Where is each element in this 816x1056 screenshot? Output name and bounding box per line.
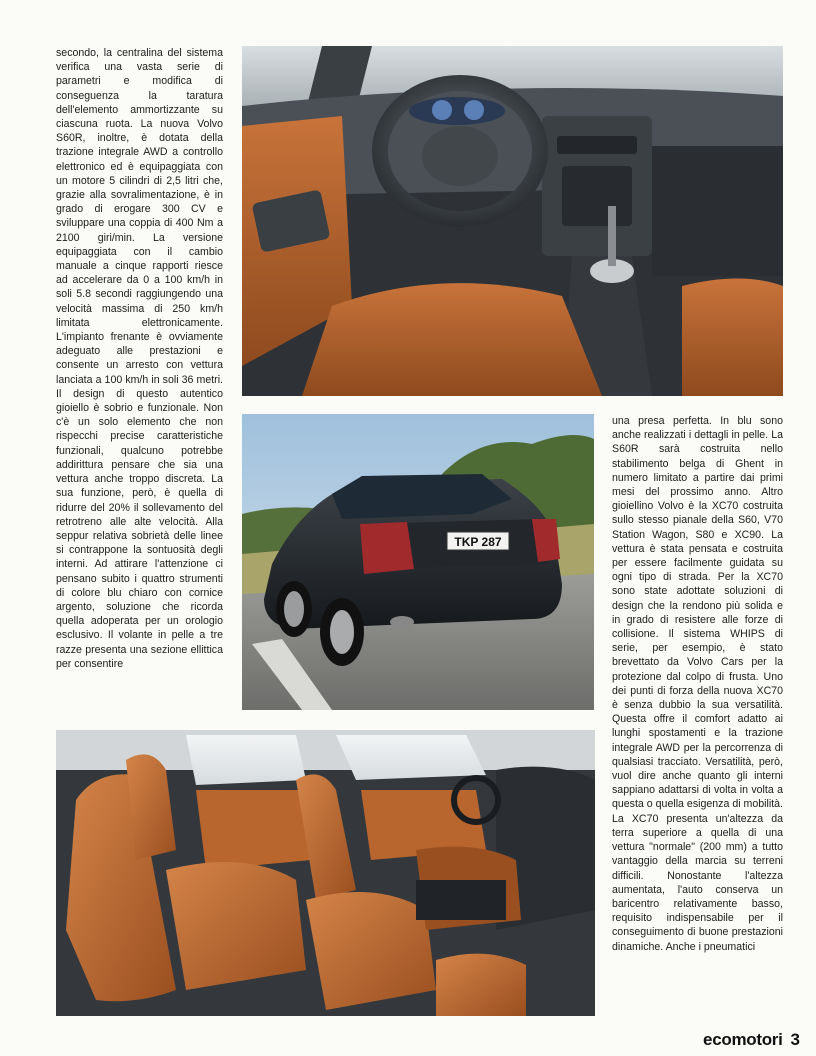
magazine-brand: ecomotori <box>703 1030 783 1049</box>
article-column-left <box>56 46 223 716</box>
license-plate-text: TKP 287 <box>454 535 502 549</box>
photo-car-rear <box>242 414 594 710</box>
photo-seats-interior <box>56 730 595 1016</box>
photo-dashboard-interior <box>242 46 783 396</box>
article-text-left: secondo, la centralina del sistema verifica una vasta serie di parametri e modifica di conseguenza la taratura dell'elemento ammortizzante su ciascuna ruota. La nuova Volvo S60R, inoltre, è dotata della trazione integrale AWD a controllo elettronico ed è equipaggiata con un motore 5 cilindri di 2,5 litri che, grazie alla sovralimentazione, è in grado di erogare 300 CV e sviluppare una coppia di 400 Nm a 2100 giri/min. La versione equipaggiata con il cambio manuale a cinque rapporti riesce ad accelerare da 0 a 100 km/h in soli 5.8 secondi raggiungendo una velocità massima di 250 km/h limitata elettronicamente. L'impianto frenante è ovviamente adeguato alle prestazioni e consente un arresto con vettura lanciata a 100 km/h in soli 36 metri. Il design di questo autentico gioiello è sobrio e funzionale. Non c'è un solo elemento che non rispecchi precise caratteristiche funzionali, qualcuno potrebbe addirittura pensare che sia una vettura anche troppo discreta. La sua funzione, però, è quella di ridurre del 20% il sollevamento del retrotreno alle alte velocità. Alla seppur relativa sobrietà delle linee si contrappone la sontuosità degli interni. Ad attirare l'attenzione ci pensano subito i quattro strumenti di colore blu chiaro con cornice argento, soluzione che ricorda quella adoperata per un orologio esclusivo. Il volante in pelle a tre razze presenta una sezione ellittica per consentire <box>56 47 223 670</box>
page-number: 3 <box>790 1030 800 1049</box>
page-footer <box>600 1030 800 1052</box>
article-column-right <box>612 414 783 1032</box>
article-text-right: una presa perfetta. In blu sono anche realizzati i dettagli in pelle. La S60R sarà costruita nello stabilimento belga di Ghent in numero limitato a partire dai primi mesi del prossimo anno. Altro gioiellino Volvo è la XC70 costruita sullo stesso pianale della S60, V70 Station Wagon, S80 e XC90. La vettura è stata pensata e costruita per essere facilmente guidata su ogni tipo di strada. Per la XC70 sono state adottate soluzioni di design che la rendono più solida e in grado di resistere alle forze di collisione. Il sistema WHIPS di serie, per esempio, è stato brevettato da Volvo Cars per la protezione dal colpo di frusta. Uno dei punti di forza della nuova XC70 è senza dubbio la sua versatilità. Questa offre il comfort adatto ai lunghi spostamenti e la trazione integrale AWD per la percorrenza di qualsiasi tracciato. Versatilità, però, vuol dire anche quanto gli interni sappiano adattarsi di volta in volta a questa o quella esigenza di mobilità. La XC70 presenta un'altezza da terra superiore a quella di una vettura "normale" (200 mm) a tutto vantaggio della marcia su terreni difficili. Nonostante l'altezza aumentata, l'auto conserva un baricentro relativamente basso, requisito indispensabile per il conseguimento di buone prestazioni dinamiche. Anche i pneumatici <box>612 415 783 953</box>
